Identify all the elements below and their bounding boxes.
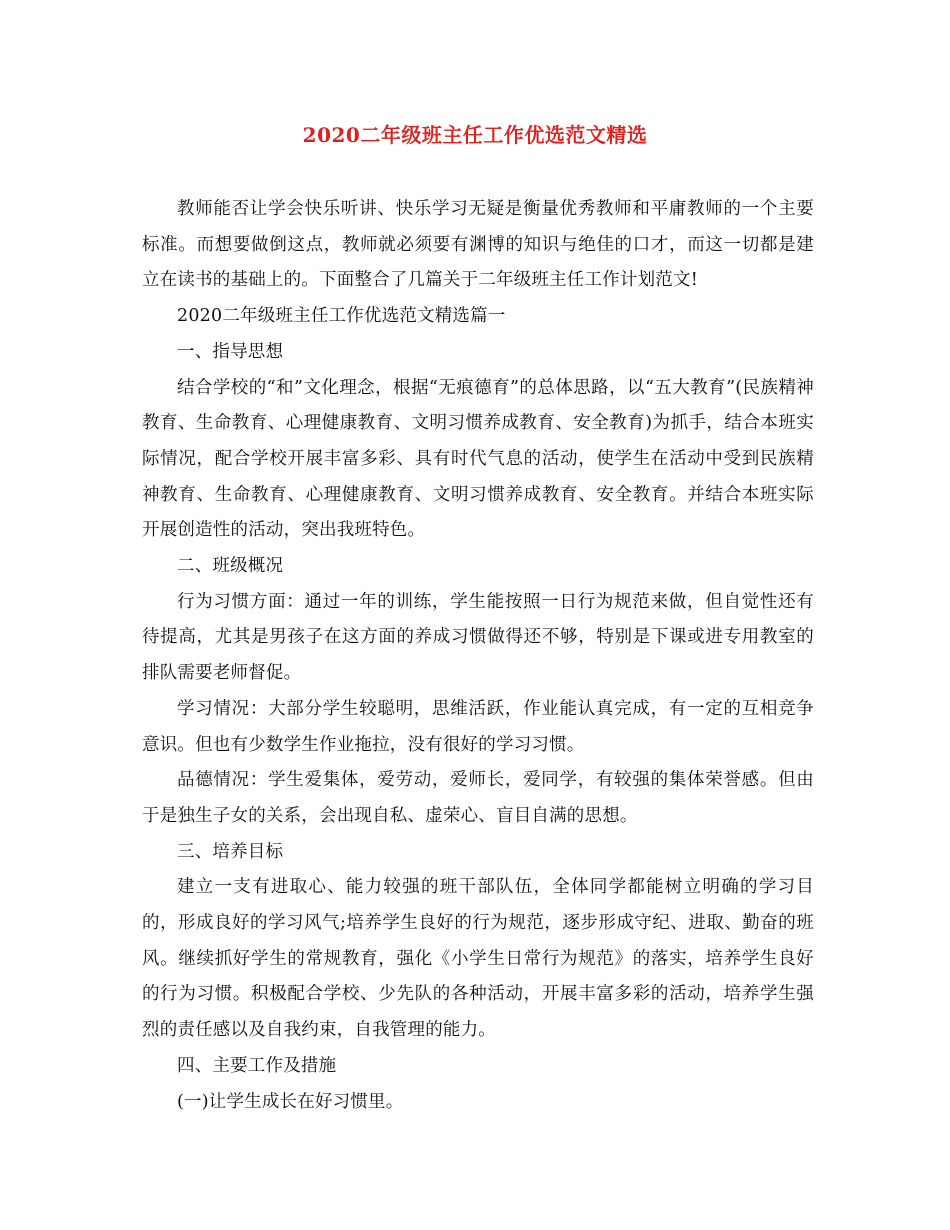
- intro-paragraph: 教师能否让学会快乐听讲、快乐学习无疑是衡量优秀教师和平庸教师的一个主要标准。而想要做倒这点，教师就必须要有渊博的知识与绝佳的口才，而这一切都是建立在读书的基础上的。下面整合了几篇关于二年级班主任工作计划范文!: [142, 199, 814, 291]
- heading-training-goals: 三、培养目标: [177, 841, 284, 862]
- paragraph-good-habits: (一)让学生成长在好习惯里。: [177, 1091, 404, 1112]
- heading-class-overview: 二、班级概况: [177, 556, 284, 577]
- heading-main-work: 四、主要工作及措施: [177, 1055, 337, 1076]
- paragraph-behavior-habits: 行为习惯方面：通过一年的训练，学生能按照一日行为规范来做，但自觉性还有待提高，尤其是男孩子在这方面的养成习惯做得还不够，特别是下课或进专用教室的排队需要老师督促。: [142, 591, 814, 684]
- document-title: 2020二年级班主任工作优选范文精选: [302, 123, 648, 147]
- section-heading-part-one: 2020二年级班主任工作优选范文精选篇一: [177, 306, 506, 327]
- paragraph-training-goals: 建立一支有进取心、能力较强的班干部队伍，全体同学都能树立明确的学习目的，形成良好的学习风气;培养学生良好的行为规范，逐步形成守纪、进取、勤奋的班风。继续抓好学生的常规教育，强化《小学生日常行为规范》的落实，培养学生良好的行为习惯。积极配合学校、少先队的各种活动，开展丰富多彩的活动，培养学生强烈的责任感以及自我约束，自我管理的能力。: [142, 877, 814, 1041]
- heading-guiding-idea: 一、指导思想: [177, 341, 284, 362]
- paragraph-moral-situation: 品德情况：学生爱集体，爱劳动，爱师长，爱同学，有较强的集体荣誉感。但由于是独生子女的关系，会出现自私、虚荣心、盲目自满的思想。: [142, 770, 814, 826]
- document-body: [142, 192, 814, 1120]
- paragraph-guiding-idea: 结合学校的“和”文化理念，根据“无痕德育”的总体思路，以“五大教育”(民族精神教育、生命教育、心理健康教育、文明习惯养成教育、安全教育)为抓手，结合本班实际情况，配合学校开展丰富多彩、具有时代气息的活动，使学生在活动中受到民族精神教育、生命教育、心理健康教育、文明习惯养成教育、安全教育。并结合本班实际开展创造性的活动，突出我班特色。: [142, 377, 814, 541]
- paragraph-study-situation: 学习情况：大部分学生较聪明，思维活跃，作业能认真完成，有一定的互相竞争意识。但也有少数学生作业拖拉，没有很好的学习习惯。: [142, 698, 814, 755]
